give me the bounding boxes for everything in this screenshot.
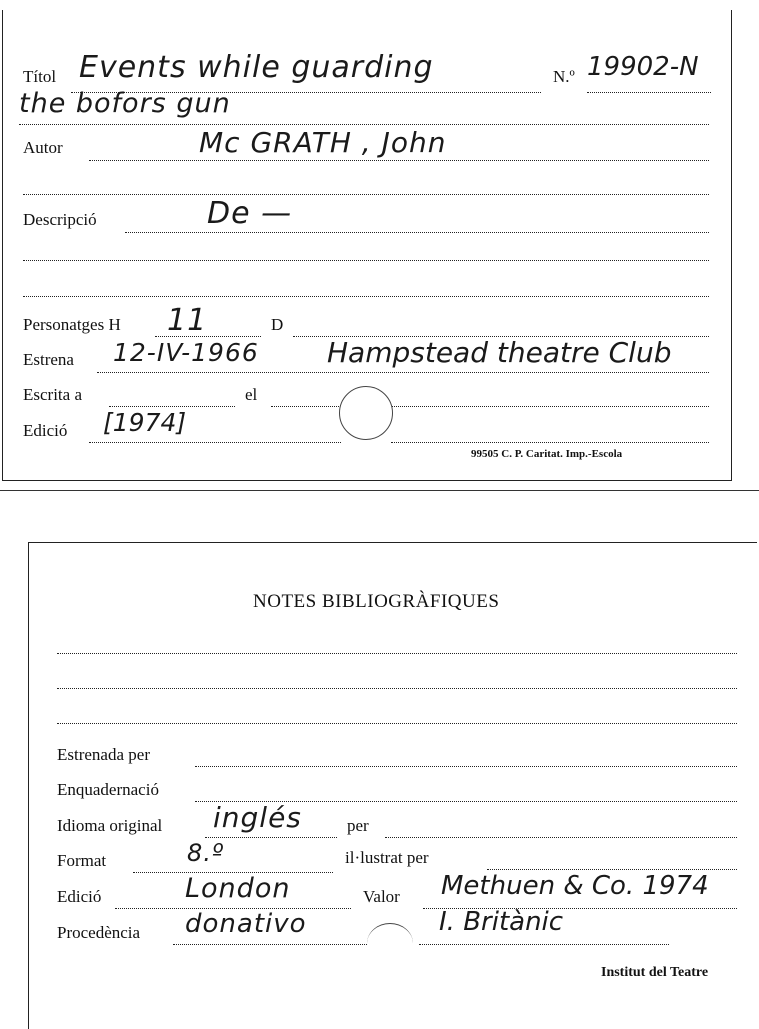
edition-value: [1974] — [103, 408, 187, 437]
author-line — [89, 160, 709, 161]
provenance-extra: I. Britànic — [439, 907, 564, 937]
printer-credit: 99505 C. P. Caritat. Imp.-Escola — [471, 448, 623, 460]
value-label: Valor — [363, 887, 400, 906]
title-value: Events while guarding — [79, 50, 434, 85]
provenance-line — [173, 944, 367, 945]
edition-place-label: Edició — [57, 887, 102, 906]
description-line — [125, 232, 709, 233]
description-value: De — — [207, 196, 293, 231]
original-language-value: inglés — [213, 801, 302, 834]
illustrated-by-label: il·lustrat per — [345, 848, 429, 867]
characters-male-value: 11 — [167, 303, 208, 338]
premiere-line — [97, 372, 709, 373]
number-label: N.º — [553, 67, 575, 86]
provenance-label: Procedència — [57, 923, 141, 942]
premiered-by-line — [195, 766, 737, 767]
written-on-line — [271, 406, 709, 407]
card-separator — [0, 490, 759, 491]
description-line-3 — [23, 296, 709, 297]
author-line-2 — [23, 194, 709, 195]
written-at-line — [109, 406, 235, 407]
bibliographic-notes-heading: NOTES BIBLIOGRÀFIQUES — [253, 591, 500, 612]
provenance-line-2 — [419, 944, 669, 945]
notes-line-1 — [57, 653, 737, 654]
edition-line — [89, 442, 341, 443]
institution-footer: Institut del Teatre — [601, 965, 709, 980]
premiere-date: 12-IV-1966 — [113, 338, 259, 367]
original-language-label: Idioma original — [57, 816, 163, 835]
punch-hole — [367, 923, 413, 964]
number-line — [587, 92, 711, 93]
translated-by-line — [385, 837, 737, 838]
edition-label: Edició — [23, 421, 68, 440]
description-line-2 — [23, 260, 709, 261]
catalog-card-front — [2, 10, 732, 481]
title-value-line2: the bofors gun — [19, 88, 231, 119]
characters-female-label: D — [271, 315, 284, 334]
punch-hole — [339, 386, 393, 440]
premiere-place: Hampstead theatre Club — [327, 336, 672, 369]
binding-label: Enquadernació — [57, 780, 159, 799]
notes-line-3 — [57, 723, 737, 724]
number-value: 19902-N — [587, 52, 699, 82]
written-on-label: el — [245, 385, 258, 404]
characters-label: Personatges H — [23, 315, 121, 334]
provenance-value: donativo — [185, 909, 307, 939]
description-label: Descripció — [23, 210, 97, 229]
author-value: Mc GRATH , John — [199, 126, 447, 159]
format-label: Format — [57, 851, 107, 870]
value-value: Methuen & Co. 1974 — [441, 871, 709, 901]
translated-by-label: per — [347, 816, 369, 835]
format-value: 8.º — [187, 839, 225, 867]
premiere-label: Estrena — [23, 350, 74, 369]
title-label: Títol — [23, 67, 57, 86]
edition-line-2 — [391, 442, 709, 443]
edition-place-value: London — [185, 873, 291, 904]
title-line-2 — [19, 124, 709, 125]
illustrated-by-line — [487, 869, 737, 870]
original-language-line — [205, 837, 337, 838]
premiered-by-label: Estrenada per — [57, 745, 150, 764]
author-label: Autor — [23, 138, 63, 157]
catalog-card-back — [28, 542, 757, 1029]
notes-line-2 — [57, 688, 737, 689]
written-at-label: Escrita a — [23, 385, 82, 404]
